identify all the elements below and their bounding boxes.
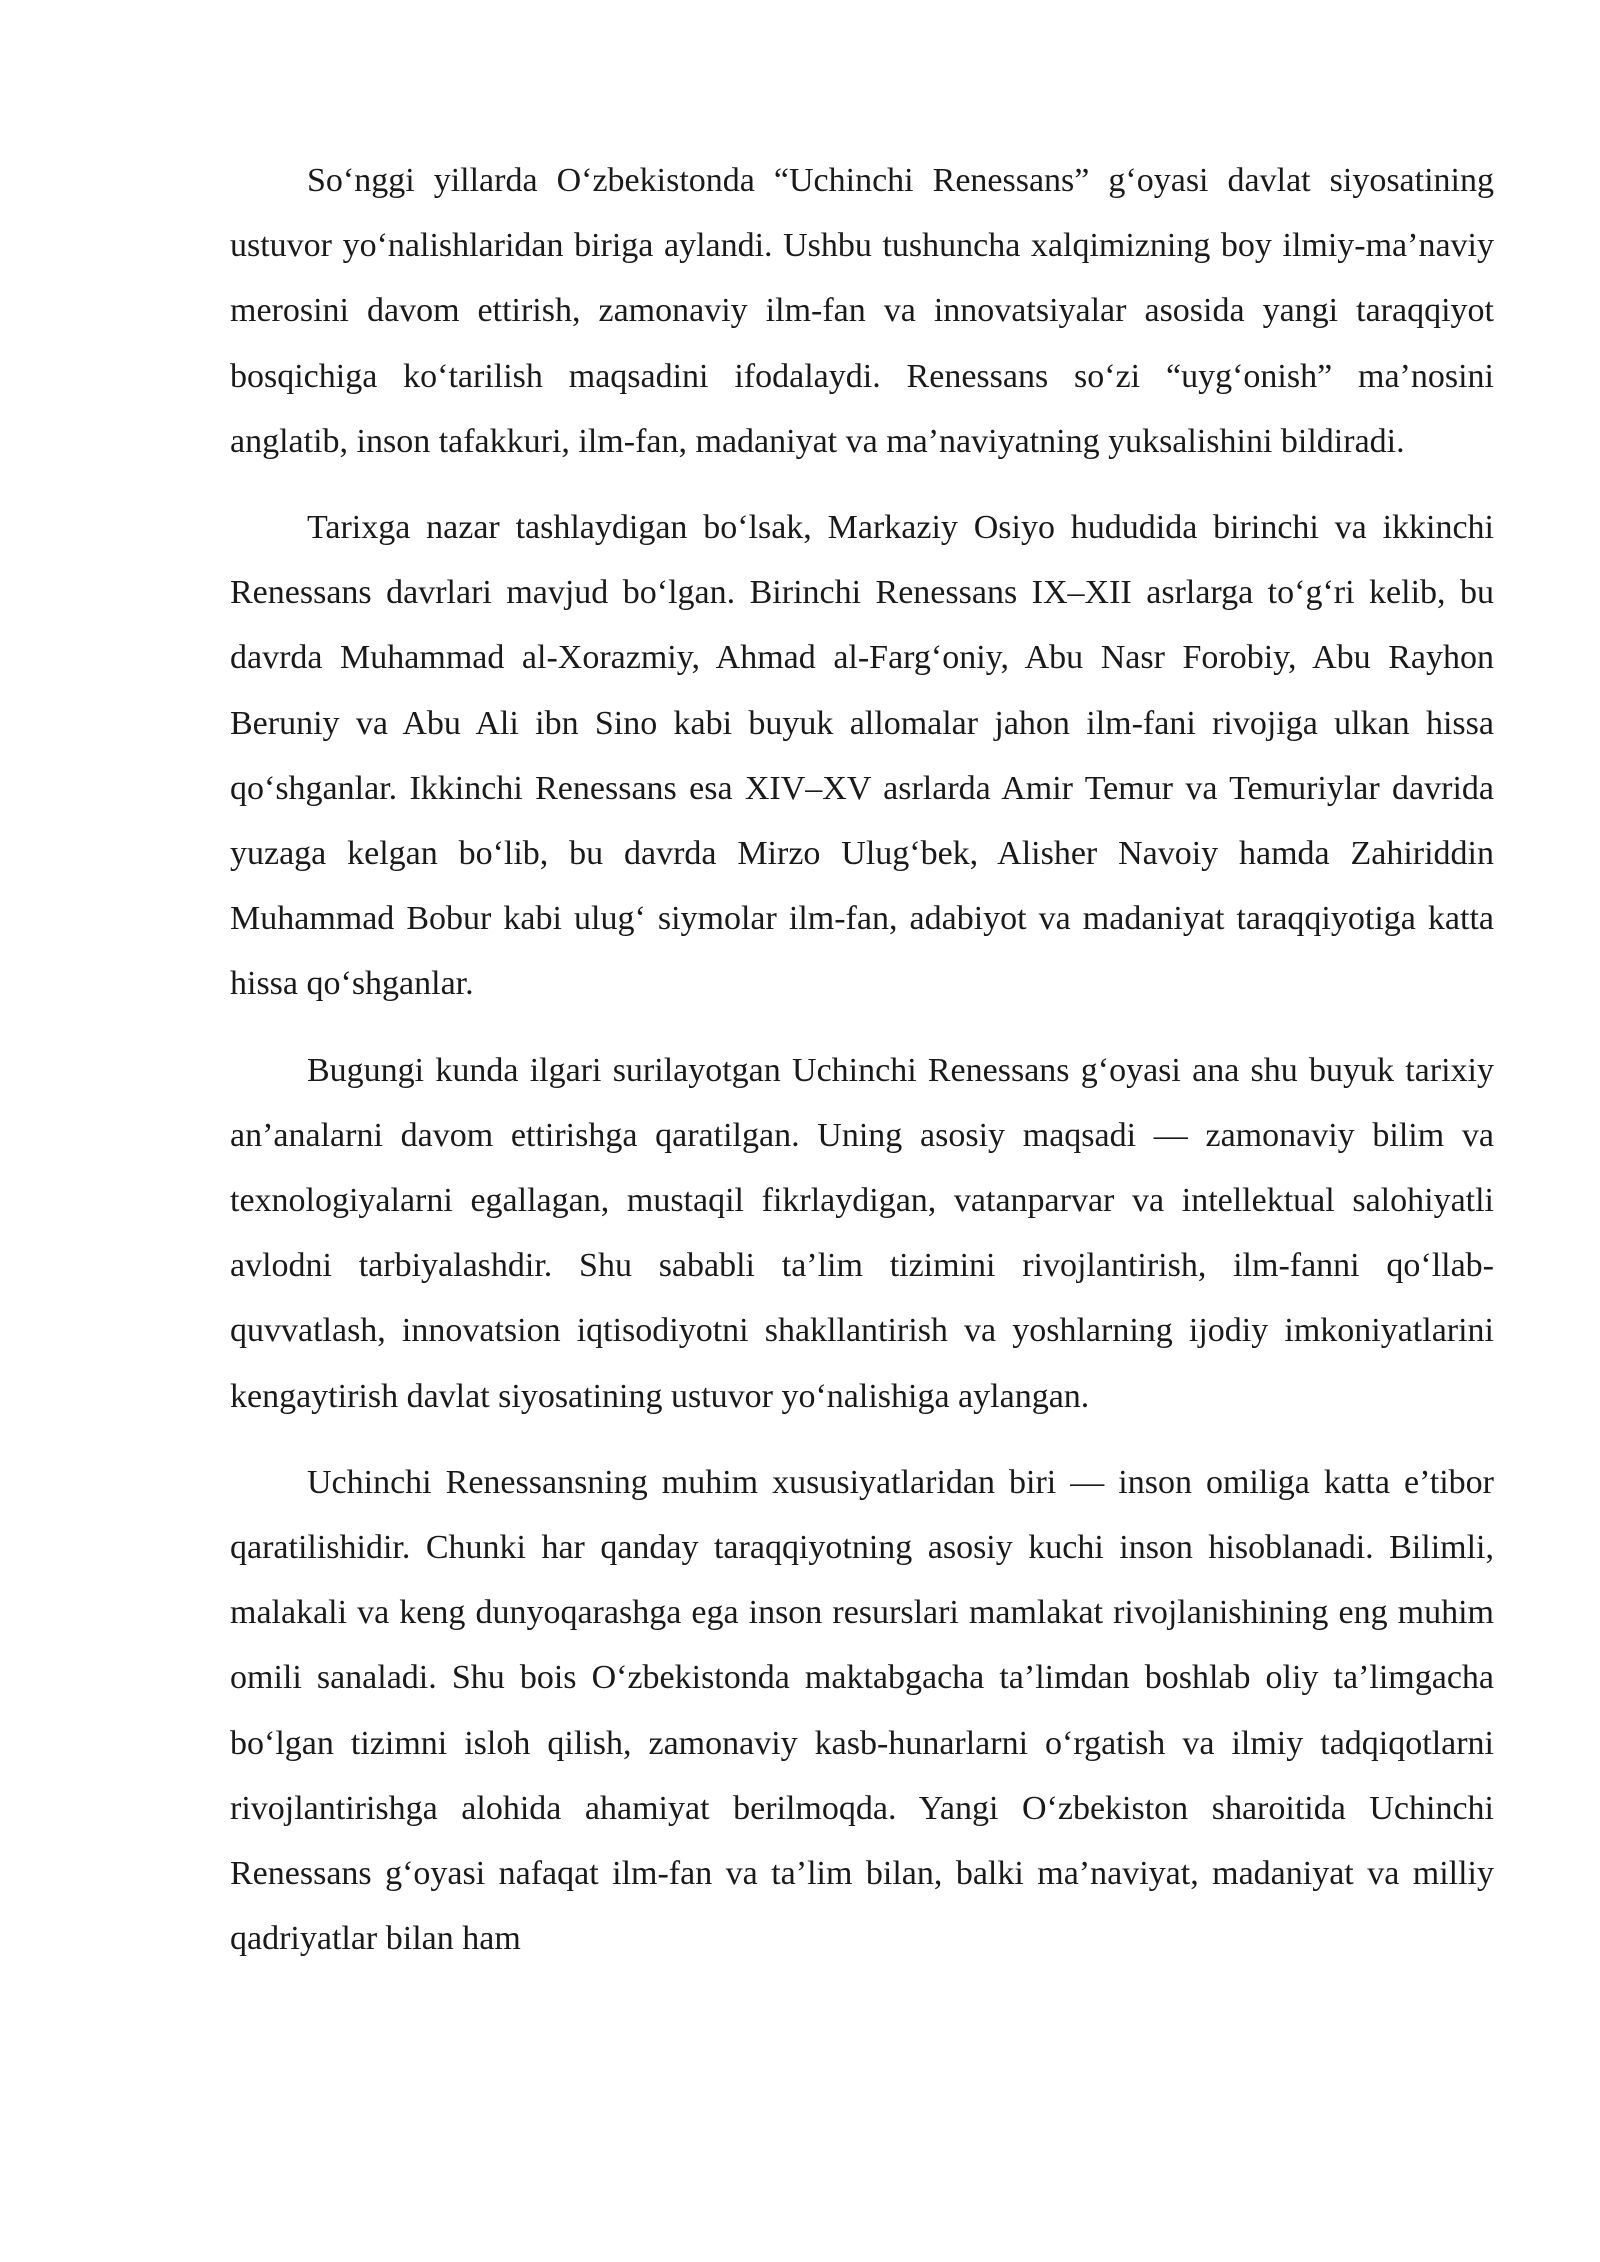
paragraph-2: Tarixga nazar tashlaydigan bo‘lsak, Markaziy Osiyo hududida birinchi va ikkinchi Renessans davrlari mavjud bo‘lgan. Birinchi Renessans IX–XII asrlarga to‘g‘ri kelib, bu davrda Muhammad al-Xorazmiy, Ahmad al-Farg‘oniy, Abu Nasr Forobiy, Abu Rayhon Beruniy va Abu Ali ibn Sino kabi buyuk allomalar jahon ilm-fani rivojiga ulkan hissa qo‘shganlar. Ikkinchi Renessans esa XIV–XV asrlarda Amir Temur va Temuriylar davrida yuzaga kelgan bo‘lib, bu davrda Mirzo Ulug‘bek, Alisher Navoiy hamda Zahiriddin Muhammad Bobur kabi ulug‘ siymolar ilm-fan, adabiyot va madaniyat taraqqiyotiga katta hissa qo‘shganlar.: [230, 509, 1494, 1003]
paragraph-3: Bugungi kunda ilgari surilayotgan Uchinchi Renessans g‘oyasi ana shu buyuk tarixiy an’analarni davom ettirishga qaratilgan. Uning asosiy maqsadi — zamonaviy bilim va texnologiyalarni egallagan, mustaqil fikrlaydigan, vatanparvar va intellektual salohiyatli avlodni tarbiyalashdir. Shu sababli ta’lim tizimini rivojlantirish, ilm-fanni qo‘llab-quvvatlash, innovatsion iqtisodiyotni shakllantirish va yoshlarning ijodiy imkoniyatlarini kengaytirish davlat siyosatining ustuvor yo‘nalishiga aylangan.: [230, 1051, 1494, 1415]
paragraph-1: So‘nggi yillarda O‘zbekistonda “Uchinchi Renessans” g‘oyasi davlat siyosatining ustuvor yo‘nalishlaridan biriga aylandi. Ushbu tushuncha xalqimizning boy ilmiy-ma’naviy merosini davom ettirish, zamonaviy ilm-fan va innovatsiyalar asosida yangi taraqqiyot bosqichiga ko‘tarilish maqsadini ifodalaydi. Renessans so‘zi “uyg‘onish” ma’nosini anglatib, inson tafakkuri, ilm-fan, madaniyat va ma’naviyatning yuksalishini bildiradi.: [230, 162, 1494, 460]
paragraph-4: Uchinchi Renessansning muhim xususiyatlaridan biri — inson omiliga katta e’tibor qaratilishidir. Chunki har qanday taraqqiyotning asosiy kuchi inson hisoblanadi. Bilimli, malakali va keng dunyoqarashga ega inson resurslari mamlakat rivojlanishining eng muhim omili sanaladi. Shu bois O‘zbekistonda maktabgacha ta’limdan boshlab oliy ta’limgacha bo‘lgan tizimni isloh qilish, zamonaviy kasb-hunarlarni o‘rgatish va ilmiy tadqiqotlarni rivojlantirishga alohida ahamiyat berilmoqda. Yangi O‘zbekiston sharoitida Uchinchi Renessans g‘oyasi nafaqat ilm-fan va ta’lim bilan, balki ma’naviyat, madaniyat va milliy qadriyatlar bilan ham: [230, 1463, 1494, 1958]
document-body: [230, 148, 1494, 1992]
